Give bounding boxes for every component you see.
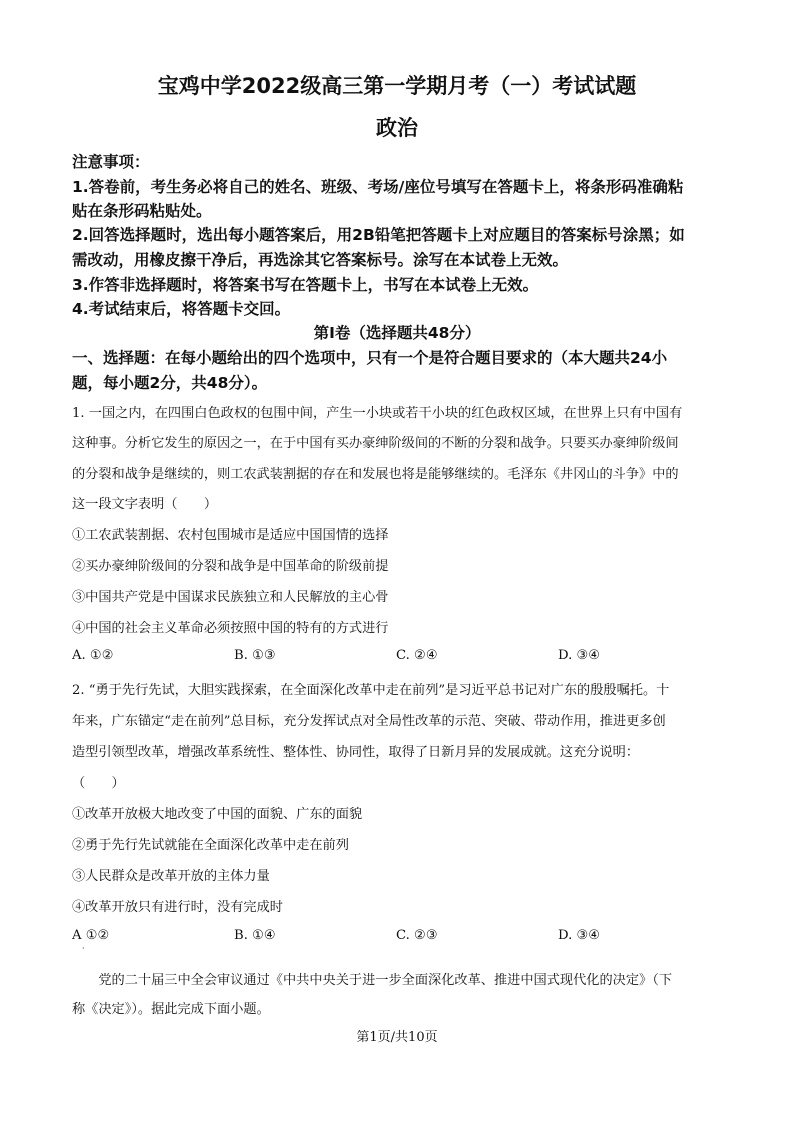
question-1-statement: ④中国的社会主义革命必须按照中国的特有的方式进行 xyxy=(72,621,389,636)
notice-line: 需改动，用橡皮擦干净后，再选涂其它答案标号。涂写在本试卷上无效。 xyxy=(72,251,569,269)
question-1-stem: 这一段文字表明（ ） xyxy=(72,497,218,512)
notice-line: 贴在条形码粘贴处。 xyxy=(72,202,212,220)
question-2-option-a: A ①② xyxy=(72,928,110,943)
material-text: 称《决定》）。据此完成下面小题。 xyxy=(72,1002,270,1017)
question-1-statement: ①工农武装割据、农村包围城市是适应中国国情的选择 xyxy=(72,528,389,543)
question-1-option-b: B. ①③ xyxy=(234,648,276,663)
exam-title: 宝鸡中学2022级高三第一学期月考（一）考试试题 xyxy=(157,74,637,98)
subject-title: 政治 xyxy=(376,116,418,140)
material-text: 党的二十届三中全会审议通过《中共中央关于进一步全面深化改革、推进中国式现代化的决定》（下 xyxy=(72,973,673,988)
question-2-stem: 年来，广东锚定“走在前列”总目标，充分发挥试点对全局性改革的示范、突破、带动作用，推进更多创 xyxy=(72,714,666,729)
question-2-stem: （ ） xyxy=(72,776,125,791)
question-2-statement: ③人民群众是改革开放的主体力量 xyxy=(72,869,270,884)
section-instruction: 一、选择题：在每小题给出的四个选项中，只有一个是符合题目要求的（本大题共24小 xyxy=(72,349,668,367)
question-2-statement: ④改革开放只有进行时，没有完成时 xyxy=(72,900,283,915)
question-1-stem: 1. 一国之内，在四围白色政权的包围中间，产生一小块或若干小块的红色政权区域，在世界上只有中国有 xyxy=(72,406,683,421)
question-2-statement: ②勇于先行先试就能在全面深化改革中走在前列 xyxy=(72,838,349,853)
page-footer: 第1页/共10页 xyxy=(356,1030,438,1045)
question-2-option-c: C. ②③ xyxy=(396,928,438,943)
question-1-option-c: C. ②④ xyxy=(396,648,438,663)
notice-line: 2.回答选择题时，选出每小题答案后，用2B铅笔把答题卡上对应题目的答案标号涂黑；如 xyxy=(72,226,685,244)
section-title: 第Ⅰ卷（选择题共48分） xyxy=(313,324,481,342)
question-2-option-b: B. ①④ xyxy=(234,928,276,943)
question-1-statement: ③中国共产党是中国谋求民族独立和人民解放的主心骨 xyxy=(72,590,389,605)
question-2-stem: 2. “勇于先行先试，大胆实践探索，在全面深化改革中走在前列”是习近平总书记对广东的殷殷嘱托。十 xyxy=(72,683,670,698)
question-2-option-d: D. ③④ xyxy=(558,928,601,943)
notice-line: 4.考试结束后，将答题卡交回。 xyxy=(72,300,291,318)
stray-dot: · xyxy=(82,944,85,953)
section-instruction: 题，每小题2分，共48分）。 xyxy=(72,374,268,392)
question-1-option-a: A. ①② xyxy=(72,648,114,663)
notice-line: 3.作答非选择题时，将答案书写在答题卡上，书写在本试卷上无效。 xyxy=(72,276,539,294)
notice-heading: 注意事项： xyxy=(72,153,150,171)
question-2-statement: ①改革开放极大地改变了中国的面貌、广东的面貌 xyxy=(72,807,363,822)
notice-line: 1.答卷前，考生务必将自己的姓名、班级、考场/座位号填写在答题卡上，将条形码准确粘 xyxy=(72,178,684,196)
question-1-stem: 这种事。分析它发生的原因之一，在于中国有买办豪绅阶级间的不断的分裂和战争。只要买办豪绅阶级间 xyxy=(72,436,679,451)
question-2-stem: 造型引领型改革，增强改革系统性、整体性、协同性，取得了日新月异的发展成就。这充分说明： xyxy=(72,745,640,760)
question-1-statement: ②买办豪绅阶级间的分裂和战争是中国革命的阶级前提 xyxy=(72,559,389,574)
question-1-option-d: D. ③④ xyxy=(558,648,601,663)
question-1-stem: 的分裂和战争是继续的，则工农武装割据的存在和发展也将是能够继续的。毛泽东《井冈山的斗争》中的 xyxy=(72,467,679,482)
